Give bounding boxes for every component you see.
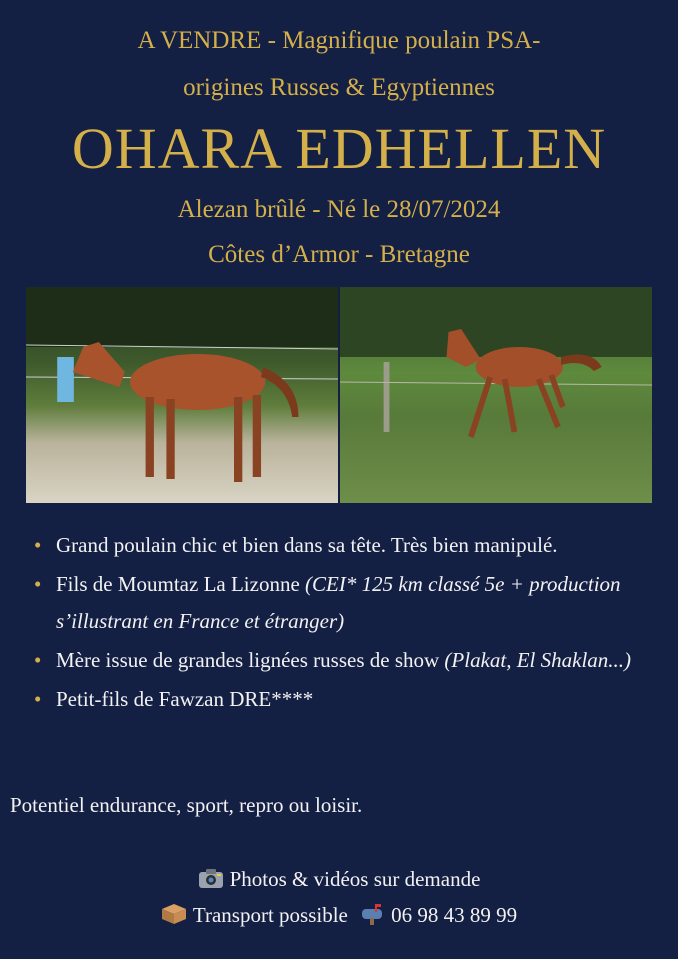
tagline: Potentiel endurance, sport, repro ou loisir. bbox=[10, 793, 363, 817]
header-line-1: A VENDRE - Magnifique poulain PSA- bbox=[137, 27, 541, 54]
photo-standing-foal bbox=[26, 287, 338, 503]
phone-number[interactable]: 06 98 43 89 99 bbox=[391, 903, 518, 927]
mailbox-icon bbox=[359, 903, 385, 925]
horse-name-title: OHARA EDHELLEN bbox=[71, 116, 607, 181]
camera-icon bbox=[198, 867, 224, 889]
photo-trotting-foal bbox=[340, 287, 652, 503]
header-line-4: Côtes d’Armor - Bretagne bbox=[208, 241, 470, 268]
header-line-2: origines Russes & Egyptiennes bbox=[183, 74, 495, 101]
transport-contact: Transport possible 06 98 43 89 99 bbox=[0, 898, 678, 932]
list-item: • Mère issue de grandes lignées russes de show (Plakat, El Shaklan...) bbox=[56, 642, 678, 679]
header-line-3: Alezan brûlé - Né le 28/07/2024 bbox=[177, 196, 501, 223]
list-item: • Fils de Moumtaz La Lizonne (CEI* 125 km classé 5e + production s’illustrant en France et étranger) bbox=[56, 566, 678, 640]
list-item: • Petit-fils de Fawzan DRE**** bbox=[56, 681, 678, 718]
list-item: • Grand poulain chic et bien dans sa tête. Très bien manipulé. bbox=[56, 527, 678, 564]
photo-gallery bbox=[26, 287, 652, 503]
package-icon bbox=[161, 903, 187, 925]
feature-list bbox=[26, 527, 678, 720]
photos-on-request: Photos & vidéos sur demande bbox=[0, 862, 678, 896]
